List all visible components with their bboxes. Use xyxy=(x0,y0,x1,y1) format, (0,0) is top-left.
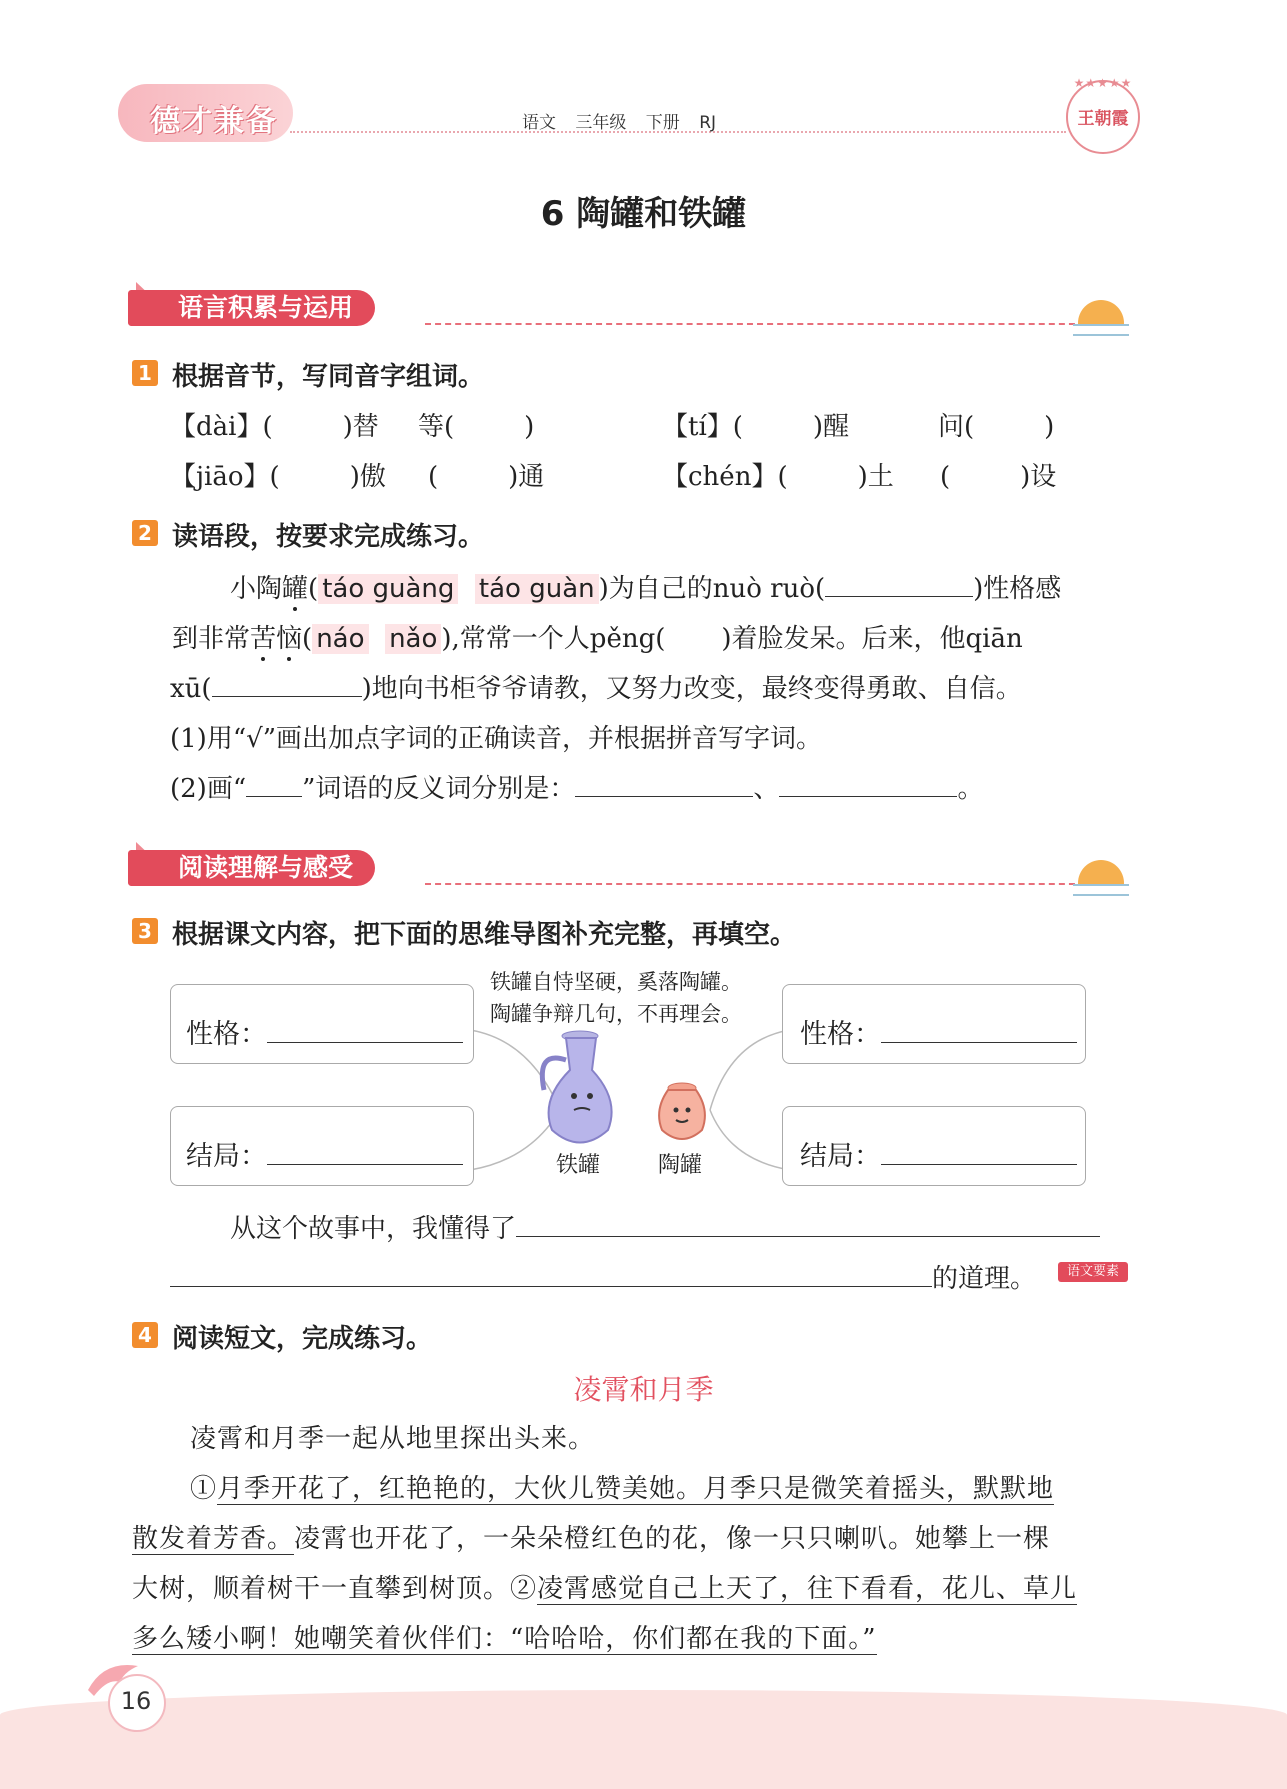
passage-text: 小陶 xyxy=(230,574,283,604)
word-suffix: )醒 xyxy=(812,412,850,442)
answer-blank[interactable] xyxy=(825,570,973,597)
instruction-text: (2)画“ xyxy=(170,774,247,804)
clay-ending-label: 结局： xyxy=(800,1134,1077,1173)
sunset-icon xyxy=(1078,860,1124,884)
word-suffix: )设 xyxy=(1020,462,1057,492)
section-banner-language: 语言积累与运用 xyxy=(128,290,375,326)
water-lines-icon xyxy=(1073,324,1129,336)
passage-text: ( xyxy=(302,624,313,654)
instruction-text: ”词语的反义词分别是： xyxy=(302,774,576,804)
word-prefix: 等( xyxy=(418,412,455,442)
question-number: 2 xyxy=(132,520,158,546)
mindmap-caption-1: 铁罐自恃坚硬，奚落陶罐。 xyxy=(490,970,742,994)
underlined-sentence: 凌霄感觉自己上天了，往下看看，花儿、草儿 xyxy=(537,1574,1078,1604)
iron-character-label: 性格： xyxy=(186,1012,463,1051)
passage-text: ),常常一个人pěng( xyxy=(441,624,666,654)
q3-lesson-line1 xyxy=(230,1208,1100,1245)
passage-text: 凌霄也开花了，一朵朵橙红色的花，像一只只喇叭。她攀上一棵 xyxy=(294,1524,1051,1554)
answer-blank[interactable] xyxy=(170,1260,932,1287)
passage-text: )为自己的nuò ruò( xyxy=(598,574,826,604)
question-number: 1 xyxy=(132,360,158,386)
answer-blank[interactable] xyxy=(575,770,753,797)
dotted-char: 罐 xyxy=(282,574,309,604)
section-rule xyxy=(425,883,1085,885)
clay-pot-label: 陶罐 xyxy=(658,1153,703,1178)
instruction-text: 。 xyxy=(957,774,984,804)
word-suffix: )傲 xyxy=(349,462,386,492)
story-title: 凌霄和月季 xyxy=(573,1373,714,1406)
instruction-text: 、 xyxy=(753,774,780,804)
lesson-title: 6 陶罐和铁罐 xyxy=(540,194,747,234)
answer-blank[interactable] xyxy=(881,1016,1077,1043)
word-suffix: )替 xyxy=(342,412,379,442)
subject-line: 语文 三年级 下册 RJ xyxy=(522,113,717,133)
syllable-text: 【chén】( xyxy=(662,462,788,492)
passage-text: ( xyxy=(308,574,319,604)
pinyin-option[interactable]: táo guàn xyxy=(475,574,599,604)
dotted-char: 恼 xyxy=(276,624,303,654)
word-prefix: ( xyxy=(940,462,951,492)
brand-text: 德才兼备 xyxy=(150,104,278,139)
section-banner-reading: 阅读理解与感受 xyxy=(128,850,375,886)
question-prompt: 读语段，按要求完成练习。 xyxy=(172,522,485,552)
section-rule xyxy=(425,323,1085,325)
syllable-text: 【tí】( xyxy=(662,412,743,442)
passage-line xyxy=(132,1518,1050,1555)
answer-blank[interactable] xyxy=(779,770,957,797)
literacy-element-tag: 语文要素 xyxy=(1058,1262,1128,1282)
q1-row2-jiao xyxy=(170,456,386,493)
iron-ending-label: 结局： xyxy=(186,1134,463,1173)
underlined-sentence: 散发着芳香。 xyxy=(132,1524,295,1554)
q1-row2-chen xyxy=(662,456,894,493)
question-prompt: 阅读短文，完成练习。 xyxy=(172,1324,433,1354)
q1-row1-dai xyxy=(170,406,379,443)
syllable-text: 【jiāo】( xyxy=(170,462,280,492)
word-suffix: ) xyxy=(1044,412,1055,442)
passage-line xyxy=(132,1568,1077,1605)
passage-line xyxy=(132,1618,877,1655)
q2-sub1: (1)用“√”画出加点字词的正确读音，并根据拼音写字词。 xyxy=(170,724,822,754)
passage-text: )着脸发呆。后来，他qiān xyxy=(721,624,1023,654)
passage-line xyxy=(190,1468,1054,1505)
seal-text: 王朝霞 xyxy=(1077,109,1129,129)
word-suffix: )土 xyxy=(857,462,894,492)
q1-row1-ti xyxy=(662,406,849,443)
dotted-char: 苦 xyxy=(250,624,277,654)
answer-blank[interactable] xyxy=(267,1016,463,1043)
mindmap-connectors xyxy=(470,1020,790,1180)
word-prefix: ( xyxy=(428,462,439,492)
q1-row1-deng xyxy=(418,406,534,443)
seal-stars: ★★★★★ xyxy=(1073,76,1133,90)
passage-text: )性格感 xyxy=(973,574,1062,604)
underline-sample xyxy=(246,770,302,797)
question-number: 3 xyxy=(132,918,158,944)
word-suffix: )通 xyxy=(508,462,545,492)
syllable-text: 【dài】( xyxy=(170,412,273,442)
sentence-marker: ① xyxy=(190,1474,218,1504)
iron-pot-label: 铁罐 xyxy=(556,1153,601,1178)
pinyin-option[interactable]: táo guàng xyxy=(318,574,458,604)
q1-row1-wen xyxy=(938,406,1054,443)
passage-text: xū( xyxy=(170,674,212,704)
question-prompt: 根据音节，写同音字组词。 xyxy=(172,362,485,392)
underlined-sentence: 多么矮小啊！她嘲笑着伙伴们：“哈哈哈，你们都在我的下面。” xyxy=(132,1624,877,1654)
clay-pot-icon xyxy=(652,1080,712,1148)
passage-text: )地向书柜爷爷请教，又努力改变，最终变得勇敢、自信。 xyxy=(361,674,1022,704)
q2-line3 xyxy=(170,668,1022,705)
footer-wave xyxy=(0,1690,1287,1789)
question-number: 4 xyxy=(132,1322,158,1348)
page-number: 16 xyxy=(120,1687,152,1715)
sunset-icon xyxy=(1078,300,1124,324)
question-prompt: 根据课文内容，把下面的思维导图补充完整，再填空。 xyxy=(172,920,797,950)
sentence-marker: ② xyxy=(510,1574,538,1604)
q2-line1 xyxy=(230,568,1061,605)
iron-pot-icon xyxy=(530,1030,620,1150)
word-suffix: ) xyxy=(524,412,535,442)
answer-blank[interactable] xyxy=(267,1138,463,1165)
mindmap-caption-2: 陶罐争辩几句，不再理会。 xyxy=(490,1002,742,1026)
pinyin-option[interactable]: náo xyxy=(312,624,368,654)
underlined-sentence: 月季开花了，红艳艳的，大伙儿赞美她。月季只是微笑着摇头，默默地 xyxy=(217,1474,1055,1504)
answer-blank[interactable] xyxy=(881,1138,1077,1165)
passage-text: 大树，顺着树干一直攀到树顶。 xyxy=(132,1574,511,1604)
q3-lesson-line2 xyxy=(170,1258,1036,1295)
q2-line2: 到非常苦恼( náo nǎo ),常常一个人pěng( )着脸发呆。后来，他qiān xyxy=(172,624,1023,654)
q1-row2-she xyxy=(940,456,1056,493)
instruction-text: 的道理。 xyxy=(932,1264,1037,1294)
answer-blank[interactable] xyxy=(516,1210,1100,1237)
word-prefix: 问( xyxy=(938,412,975,442)
water-lines-icon xyxy=(1073,884,1129,896)
passage-line: 凌霄和月季一起从地里探出头来。 xyxy=(190,1424,596,1454)
q1-row2-tong xyxy=(428,456,544,493)
instruction-text: 从这个故事中，我懂得了 xyxy=(230,1214,517,1244)
pinyin-option[interactable]: nǎo xyxy=(385,624,441,654)
clay-character-label: 性格： xyxy=(800,1012,1077,1051)
q2-sub2 xyxy=(170,768,983,805)
answer-blank[interactable] xyxy=(212,670,362,697)
